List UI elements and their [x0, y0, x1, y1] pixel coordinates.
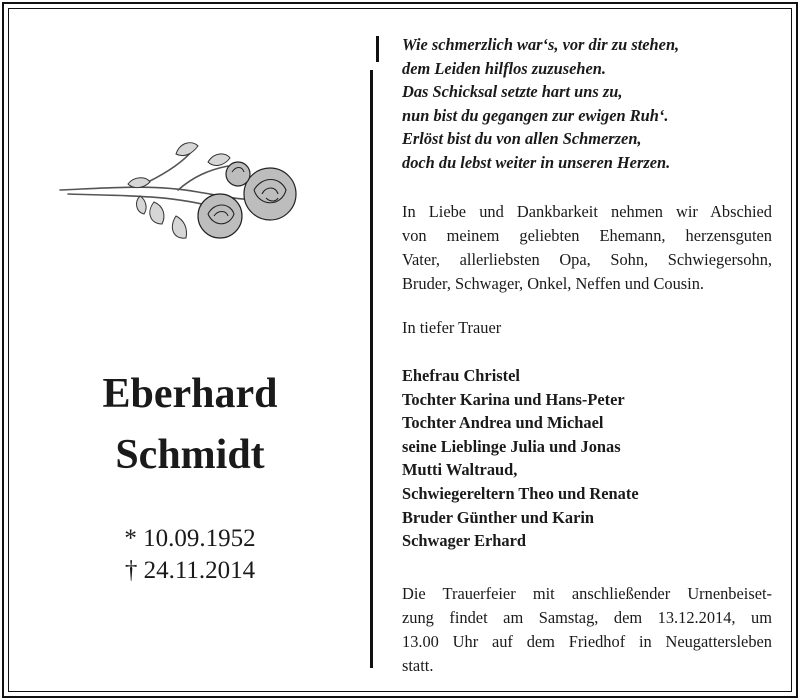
column-divider — [370, 70, 373, 668]
death-date: † 24.11.2014 — [124, 557, 256, 584]
poem-line: dem Leiden hilflos zuzusehen. — [402, 58, 606, 78]
poem-line: Wie schmerzlich war‘s, vor dir zu stehen, — [402, 35, 680, 54]
mourner-entry: Schwiegereltern Theo und Renate — [402, 483, 639, 503]
poem-line: nun bist du gegangen zur ewigen Ruh‘. — [402, 105, 669, 125]
funeral-line: 13.00 Uhr auf dem Friedhof in Neugattersleben — [402, 632, 772, 651]
poem-line: Erlöst bist du von allen Schmerzen, — [402, 129, 642, 149]
farewell-line: Vater, allerliebsten Opa, Sohn, Schwiegersohn, — [402, 250, 772, 269]
funeral-line: zung findet am Samstag, dem 13.12.2014, um — [402, 608, 772, 627]
mourning-line: In tiefer Trauer — [402, 318, 502, 337]
column-divider-top — [376, 36, 379, 62]
farewell-paragraph — [402, 200, 772, 296]
deceased-first-name: Eberhard — [102, 371, 278, 417]
roses-illustration-icon — [58, 132, 308, 252]
farewell-line: In Liebe und Dankbarkeit nehmen wir Abschied — [402, 202, 772, 221]
poem-line: Das Schicksal setzte hart uns zu, — [402, 82, 623, 102]
mourner-entry: seine Lieblinge Julia und Jonas — [402, 436, 621, 456]
mourner-entry: Bruder Günther und Karin — [402, 507, 595, 527]
mourner-entry: Ehefrau Christel — [402, 366, 520, 385]
mourners-list — [402, 364, 772, 553]
mourner-entry: Tochter Andrea und Michael — [402, 413, 604, 433]
funeral-line: statt. — [402, 656, 434, 675]
mourner-entry: Schwager Erhard — [402, 531, 526, 551]
funeral-notice — [402, 582, 772, 678]
poem-line: doch du lebst weiter in unseren Herzen. — [402, 152, 671, 172]
mourner-entry: Mutti Waltraud, — [402, 460, 518, 480]
mourner-entry: Tochter Karina und Hans-Peter — [402, 389, 625, 409]
deceased-last-name: Schmidt — [115, 432, 265, 478]
farewell-line: von meinem geliebten Ehemann, herzensguten — [402, 226, 772, 245]
funeral-line: Die Trauerfeier mit anschließender Urnenbeiset- — [402, 584, 772, 603]
memorial-poem — [402, 33, 782, 175]
farewell-line: Bruder, Schwager, Onkel, Neffen und Cousin. — [402, 274, 705, 293]
birth-date: * 10.09.1952 — [124, 525, 256, 552]
